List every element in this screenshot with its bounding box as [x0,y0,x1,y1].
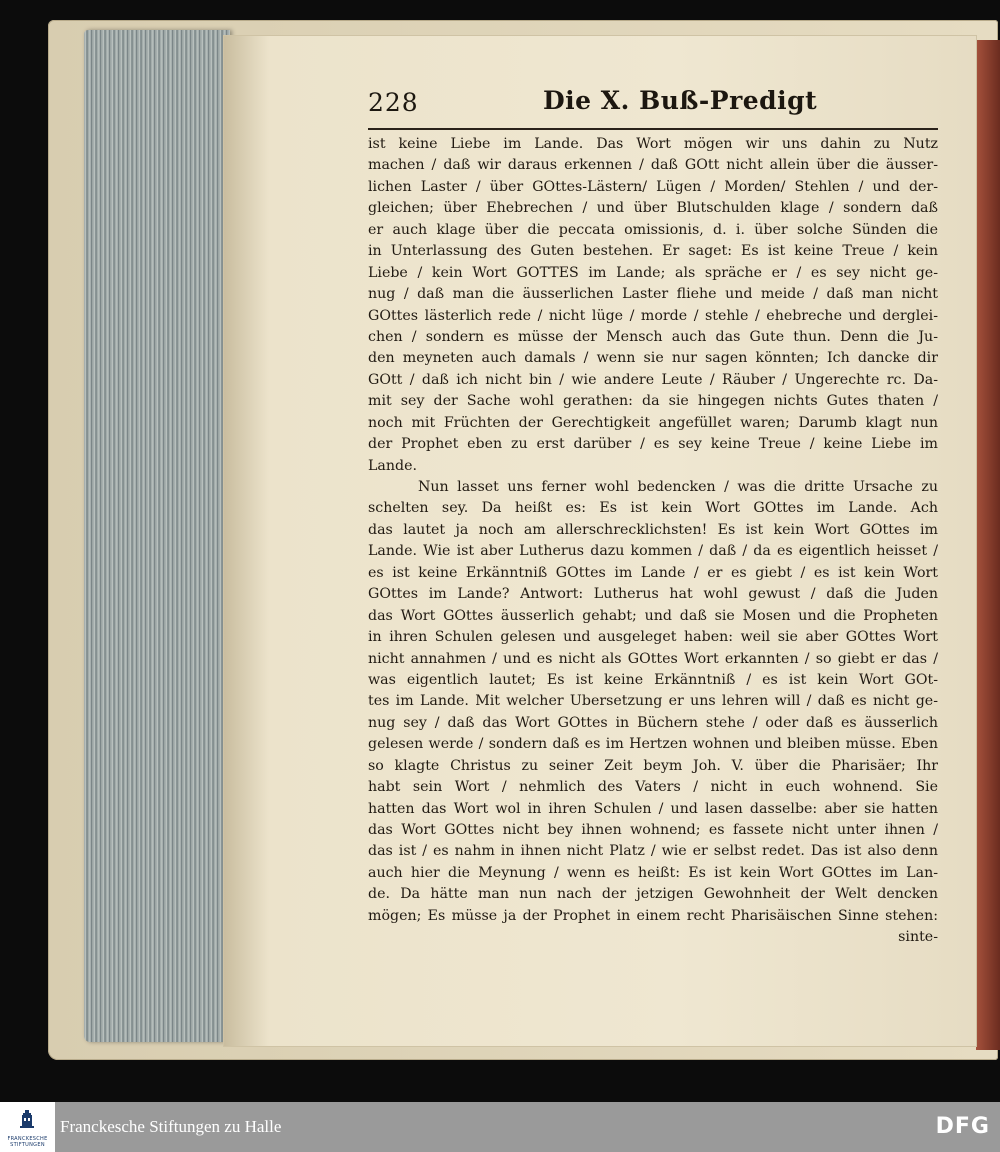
text-line: in Unterlassung des Guten bestehen. Er saget: Es ist keine Treue / kein [368,243,938,260]
running-head [368,86,938,130]
body-text [368,134,938,949]
text-line: das ist / es nahm in ihnen nicht Platz / wie er selbst redet. Das ist also denn [368,843,938,860]
text-line: was eigentlich lautet; Es ist keine Erkänntniß / es ist kein Wort GOt- [368,671,938,688]
text-line: noch mit Früchten der Gerechtigkeit angefüllet waren; Darumb klagt nun [368,414,938,431]
text-line: so klagte Christus zu seiner Zeit beym Joh. V. über die Pharisäer; Ihr [368,757,938,774]
text-line: gelesen werde / sondern daß es im Hertzen wohnen und bleiben müsse. Eben [368,736,938,753]
orphanage-icon [20,1110,34,1128]
text-line: mit sey der Sache wohl gerathen: da sie hingegen nichts Gutes thaten / [368,393,938,410]
text-line: Nun lasset uns ferner wohl bedencken / was die dritte Ursache zu [418,479,938,495]
text-line: das lautet ja noch am allerschrecklichsten! Es ist kein Wort GOttes im [368,521,938,538]
institution-name[interactable]: Franckesche Stiftungen zu Halle [60,1117,282,1136]
page-number: 228 [368,88,419,117]
text-line: de. Da hätte man nun nach der jetzigen Gewohnheit der Welt dencken [368,886,938,903]
text-line: auch hier die Meynung / wenn es heißt: Es ist kein Wort GOttes im Lan- [368,864,938,881]
page-stack-edge [84,30,230,1042]
text-line: das Wort GOttes nicht bey ihnen wohnend; es fassete nicht unter ihnen / [368,822,938,838]
header-rule [368,128,938,130]
text-line: lichen Laster / über GOttes-Lästern/ Lügen / Morden/ Stehlen / und der- [368,178,938,195]
text-line: nug sey / daß das Wort GOttes in Büchern stehe / oder daß es äusserlich [368,714,938,731]
text-line: chen / sondern es müsse der Mensch auch das Gute thun. Denn die Ju- [368,328,938,345]
text-line: machen / daß wir daraus erkennen / daß GOtt nicht allein über die äusser- [368,157,938,174]
text-line: habt sein Wort / nehmlich des Vaters / nicht in euch wohnend. Sie [368,779,938,796]
text-line: in ihren Schulen gelesen und ausgeleget haben: weil sie aber GOttes Wort [368,629,938,646]
dfg-logo[interactable]: DFG [935,1114,990,1139]
text-line: hatten das Wort wol in ihren Schulen / und lasen dasselbe: aber sie hatten [368,800,938,817]
text-line: nicht annahmen / und es nicht als GOttes Wort erkannten / so giebt er das / [368,650,938,667]
text-line: Lande. [368,457,418,474]
institution-logo[interactable] [0,1102,55,1152]
text-line: tes im Lande. Mit welcher Ubersetzung er uns lehren will / daß es nicht ge- [368,693,938,710]
text-line: er auch klage über die peccata omissionis, d. i. über solche Sünden die [368,221,938,238]
text-line: ist keine Liebe im Lande. Das Wort mögen wir uns dahin zu Nutz [368,136,938,152]
text-line: gleichen; über Ehebrechen / und über Blutschulden klage / sondern daß [368,200,938,217]
logo-text: FRANCKESCHE STIFTUNGEN [7,1136,48,1148]
text-line: es ist keine Erkänntniß GOttes im Lande / er es giebt / es ist kein Wort [368,564,938,581]
running-head-title: Die X. Buß-Predigt [543,86,818,115]
text-line: GOttes lästerlich rede / nicht lüge / morde / stehle / ehebreche und derglei- [368,307,938,324]
text-line: Liebe / kein Wort GOTTES im Lande; als spräche er / es sey nicht ge- [368,264,938,281]
text-line: mögen; Es müsse ja der Prophet in einem recht Pharisäischen Sinne stehen: [368,907,938,924]
text-line: sinte- [898,929,938,946]
text-line: Lande. Wie ist aber Lutherus dazu kommen / daß / da es eigentlich heisset / [368,543,938,560]
text-line: GOtt / daß ich nicht bin / wie andere Leute / Räuber / Ungerechte rc. Da- [368,371,938,388]
cover-edge [976,40,1000,1050]
text-line: nug / daß man die äusserlichen Laster fliehe und meide / daß man nicht [368,286,938,303]
text-line: der Prophet eben zu erst darüber / es sey keine Treue / keine Liebe im [368,436,938,453]
text-line: das Wort GOttes äusserlich gehabt; und daß sie Mosen und die Propheten [368,607,938,624]
text-line: GOttes im Lande? Antwort: Lutherus hat wohl gewust / daß die Juden [368,586,938,603]
text-line: schelten sey. Da heißt es: Es ist kein Wort GOttes im Lande. Ach [368,500,938,517]
text-line: den meyneten auch damals / wenn sie nur sagen könnten; Ich dancke dir [368,350,938,367]
footer-bar [0,1102,1000,1152]
